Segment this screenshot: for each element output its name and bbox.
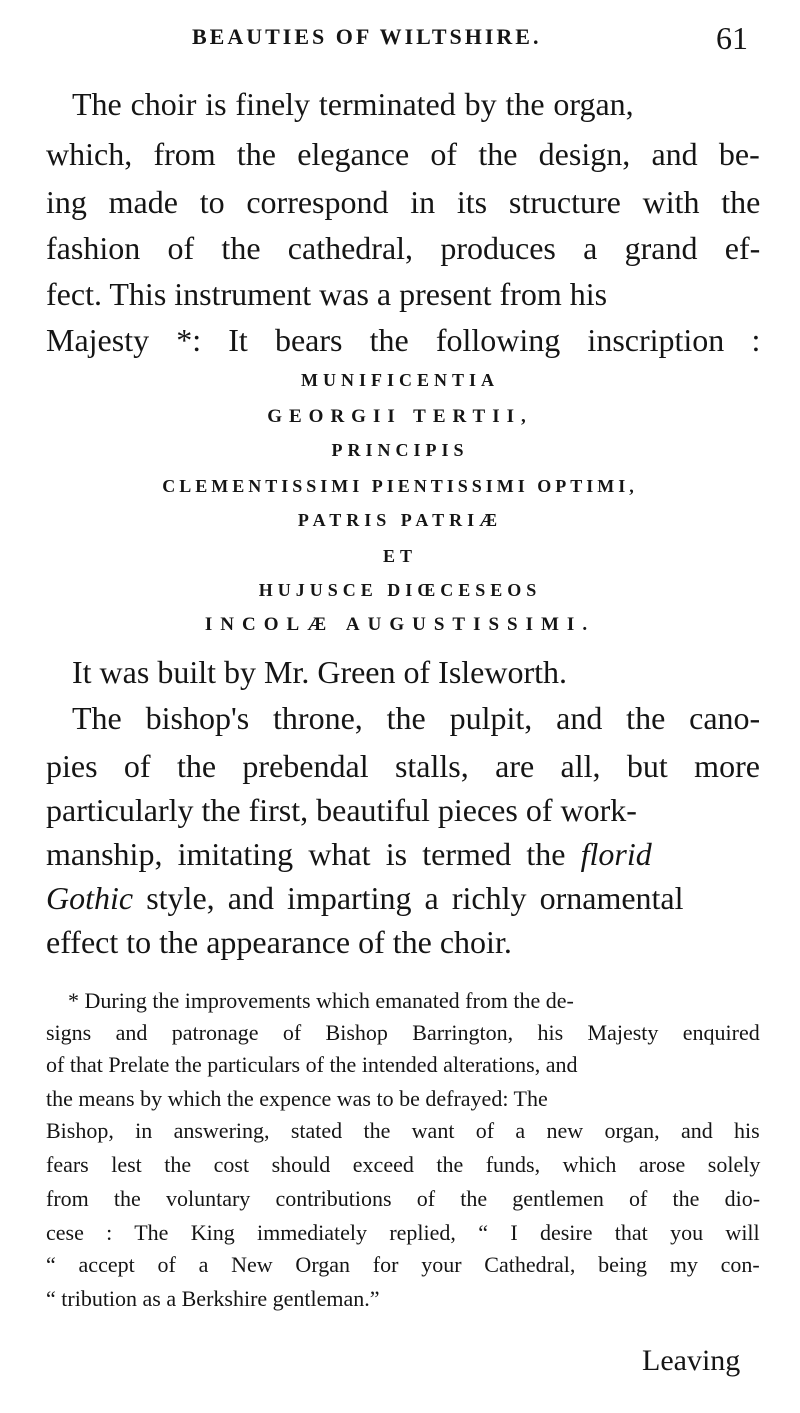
text-line: fashion of the cathedral, produces a grand ef- — [46, 230, 761, 266]
italic-term: florid — [580, 836, 652, 872]
inscription-line: CLEMENTISSIMI PIENTISSIMI OPTIMI, — [162, 476, 638, 496]
italic-term: Gothic — [46, 880, 134, 916]
text-line: It was built by Mr. Green of Isleworth. — [72, 654, 568, 690]
footnote-line: “ accept of a New Organ for your Cathedral, being my con- — [46, 1252, 760, 1277]
text-line — [46, 836, 652, 873]
footnote-line: the means by which the expence was to be defrayed: The — [46, 1086, 548, 1111]
text-line: fect. This instrument was a present from his — [46, 276, 608, 312]
inscription-line: PRINCIPIS — [331, 440, 469, 460]
text-line: which, from the elegance of the design, and be- — [46, 136, 760, 172]
text-line: particularly the first, beautiful pieces of work- — [46, 792, 637, 828]
inscription-line: ET — [382, 546, 417, 566]
footnote-line: “ tribution as a Berkshire gentleman.” — [46, 1286, 380, 1311]
inscription-line: GEORGII TERTII, — [267, 406, 533, 427]
inscription-line: INCOLÆ AUGUSTISSIMI. — [204, 614, 596, 635]
inscription-line: MUNIFICENTIA — [300, 370, 499, 390]
footnote-line: signs and patronage of Bishop Barrington, his Majesty enquired — [46, 1020, 760, 1045]
footnote-line: from the voluntary contributions of the gentlemen of the dio- — [46, 1186, 761, 1211]
inscription-line: PATRIS PATRIÆ — [297, 510, 503, 530]
text-run: manship, imitating what is termed the — [46, 836, 566, 872]
text-line: effect to the appearance of the choir. — [46, 924, 512, 960]
running-title: BEAUTIES OF WILTSHIRE. — [192, 24, 542, 49]
text-run: style, and imparting a richly ornamental — [146, 880, 684, 916]
catchword: Leaving — [642, 1344, 741, 1377]
text-line: pies of the prebendal stalls, are all, but more — [46, 748, 760, 784]
footnote-line: * During the improvements which emanated from the de- — [68, 988, 574, 1013]
footnote-line: Bishop, in answering, stated the want of a new organ, and his — [46, 1118, 760, 1143]
footnote-line: of that Prelate the particulars of the intended alterations, and — [46, 1052, 578, 1077]
text-line: Majesty *: It bears the following inscription : — [46, 322, 761, 358]
text-line: The bishop's throne, the pulpit, and the cano- — [72, 700, 761, 736]
inscription-line: HUJUSCE DIŒCESEOS — [258, 580, 542, 600]
text-line — [46, 880, 684, 917]
footnote-line: cese : The King immediately replied, “ I desire that you will — [46, 1220, 760, 1245]
footnote-line: fears lest the cost should exceed the funds, which arose solely — [46, 1152, 761, 1177]
text-line: ing made to correspond in its structure with the — [46, 184, 761, 220]
page-number: 61 — [716, 20, 748, 56]
text-line: The choir is finely terminated by the organ, — [72, 86, 634, 122]
